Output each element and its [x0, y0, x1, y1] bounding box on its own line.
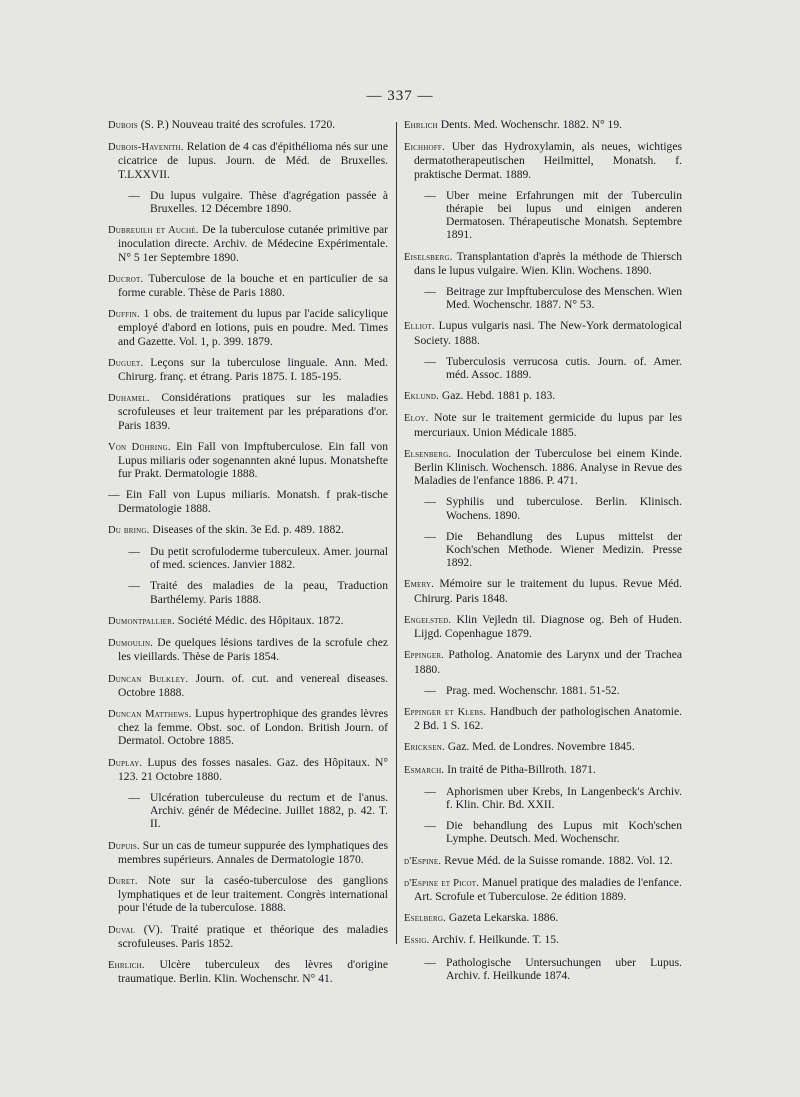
entry-text: Journ. of. cut. and venereal diseases. Octobre 1888.	[118, 671, 388, 699]
entry-author: Eklund.	[404, 391, 439, 403]
bibliography-entry	[404, 140, 682, 181]
entry-text: Diseases of the skin. 3e Ed. p. 489. 1882.	[149, 522, 344, 536]
entry-text: Inoculation der Tuberculose bei einem Kinde. Berlin Klinisch. Wochensch. 1886. Analyse in Revue des Maladies de l'enfance 1886. P. 471.	[414, 446, 682, 488]
entry-text: Handbuch der pathologischen Anatomie. 2 Bd. 1 S. 162.	[414, 704, 683, 733]
entry-text: Note sur la caséo-tuberculose des ganglions lymphatiques et de leur traitement. Congrès international pour l'étude de la tuberculose. 1888.	[118, 873, 388, 915]
entry-author: Von Dühring.	[108, 441, 171, 453]
bibliography-entry	[108, 672, 388, 699]
bibliography-entry	[404, 648, 682, 675]
bibliography-entry-continuation	[108, 189, 388, 215]
entry-text: De quelques lésions tardives de la scrofule chez les vieillards. Thèse de Paris 1854.	[118, 636, 388, 664]
bibliography-entry	[108, 839, 388, 866]
ditto-dash: —	[128, 545, 140, 559]
entry-text: — Ein Fall von Lupus miliaris. Monatsh. f prak-tische Dermatologie 1888.	[108, 488, 388, 515]
bibliography-entry	[404, 577, 682, 604]
entry-text: Die Behandlung des Lupus mittelst der Koch'schen Methode. Wiener Medizin. Presse 1892.	[446, 529, 682, 570]
entry-text: Société Médic. des Hôpitaux. 1872.	[174, 613, 344, 627]
bibliography-entry	[404, 740, 682, 754]
entry-author: Duncan Matthews.	[108, 708, 192, 720]
entry-text: Die behandlung des Lupus mit Koch'schen Lymphe. Deutsch. Med. Wochenschr.	[446, 819, 682, 846]
bibliography-entry	[404, 319, 682, 346]
bibliography-entry	[404, 933, 682, 947]
entry-text: Archiv. f. Heilkunde. T. 15.	[429, 933, 559, 947]
bibliography-entry-continuation	[108, 545, 388, 571]
ditto-dash: —	[128, 579, 140, 593]
bibliography-entry-continuation	[404, 189, 682, 242]
bibliography-entry-continuation	[404, 684, 682, 697]
bibliography-entry	[404, 411, 682, 438]
entry-text: 1 obs. de traitement du lupus par l'acide salicylique employé d'abord en lotions, puis en poudre. Med. Times and Gazette. Vol. 1, p. 399. 1879.	[118, 307, 388, 348]
bibliography-entry-continuation	[108, 791, 388, 831]
bibliography-entry-continuation	[404, 495, 682, 521]
entry-author: Essig.	[404, 935, 430, 947]
entry-author: Eloy.	[404, 413, 429, 425]
bibliography-entry-continuation	[404, 785, 682, 811]
entry-text: Prag. med. Wochenschr. 1881. 51-52.	[446, 683, 620, 697]
entry-author: Du bring.	[108, 524, 150, 536]
entry-text: Aphorismen uber Krebs, In Langenbeck's Archiv. f. Klin. Chir. Bd. XXII.	[446, 784, 682, 811]
entry-author: Duval	[108, 924, 136, 936]
entry-author: Eiselsberg.	[404, 251, 453, 263]
entry-author: Eppinger et Klebs.	[404, 706, 487, 718]
bibliography-entry	[404, 389, 682, 403]
entry-text: Transplantation d'après la méthode de Thiersch dans le lupus vulgaire. Wien. Klin. Wochens. 1890.	[414, 249, 682, 277]
entry-author: Dubois	[108, 120, 138, 131]
entry-text: Ulcère tuberculeux des lèvres d'origine traumatique. Berlin. Klin. Wochenschr. N° 41.	[118, 957, 388, 986]
bibliography-entry-continuation	[404, 530, 682, 570]
bibliography-entry	[108, 614, 388, 628]
entry-text: Tuberculose de la bouche et en particulier de sa forme curable. Thèse de Paris 1880.	[118, 271, 388, 300]
entry-text: Lupus vulgaris nasi. The New-York dermatological Society. 1888.	[414, 319, 682, 347]
bibliography-entry	[404, 613, 682, 640]
entry-text: Considérations pratiques sur les maladies scrofuleuses et leur traitement par les préparations d'or. Paris 1839.	[118, 391, 388, 432]
entry-text: Pathologische Untersuchungen uber Lupus. Archiv. f. Heilkunde 1874.	[446, 955, 682, 982]
entry-author: Esmarch.	[404, 764, 445, 776]
entry-text: (V). Traité pratique et théorique des maladies scrofuleuses. Paris 1852.	[118, 922, 388, 950]
bibliography-entry	[108, 223, 388, 264]
entry-author: Eichhoff.	[404, 142, 445, 154]
bibliography-entry	[404, 763, 682, 777]
bibliography-entry-continuation	[404, 355, 682, 381]
entry-text: Dents. Med. Wochenschr. 1882. N° 19.	[437, 118, 623, 131]
entry-text: Manuel pratique des maladies de l'enfance. Art. Scrofule et Tuberculose. 2e édition 1889.	[414, 875, 682, 903]
entry-text: Leçons sur la tuberculose linguale. Ann. Med. Chirurg. franç. et étrang. Paris 1875. I. 185-195.	[118, 355, 388, 384]
bibliography-entry	[404, 854, 682, 868]
entry-text: Ein Fall von Impftuberculose. Ein fall von Lupus miliaris oder sogenannten akné lupus. Monatshefte fur Prakt. Dermatologie 1888.	[118, 439, 388, 481]
bibliography-entry	[404, 250, 682, 277]
entry-text: Ulcération tuberculeuse du rectum et de l'anus. Archiv. génér de Médecine. Juillet 1882, p. 42. T. II.	[150, 790, 388, 831]
ditto-dash: —	[424, 683, 436, 697]
bibliography-entry	[108, 923, 388, 950]
entry-text: Syphilis und tuberculose. Berlin. Klinisch. Wochens. 1890.	[446, 495, 682, 522]
page-number: — 337 —	[366, 88, 434, 104]
ditto-dash: —	[424, 955, 436, 969]
entry-text: Note sur le traitement germicide du lupus par les mercuriaux. Union Médicale 1885.	[414, 411, 682, 439]
entry-author: Dumoulin.	[108, 638, 154, 650]
right-column	[404, 118, 682, 990]
entry-text: Sur un cas de tumeur suppurée des lymphatiques des membres supérieurs. Annales de Dermatologie 1870.	[118, 838, 388, 866]
entry-author: Ehrlich.	[108, 959, 145, 971]
entry-author: Ducrot.	[108, 273, 144, 285]
ditto-dash: —	[128, 790, 140, 804]
entry-text: Klin Vejledn til. Diagnose og. Beh of Huden. Lijgd. Copenhague 1879.	[414, 612, 682, 641]
entry-author: Dumontpallier.	[108, 615, 175, 627]
entry-author: Eppinger.	[404, 650, 445, 662]
bibliography-entry	[108, 707, 388, 748]
entry-text: Revue Méd. de la Suisse romande. 1882. Vol. 12.	[441, 853, 673, 867]
bibliography-entry	[108, 488, 388, 514]
bibliography-entry	[108, 440, 388, 481]
ditto-dash: —	[424, 784, 436, 798]
bibliography-entry	[108, 523, 388, 537]
bibliography-entry	[108, 958, 388, 985]
entry-text: Gazeta Lekarska. 1886.	[445, 911, 559, 925]
entry-author: Duplay.	[108, 757, 143, 769]
entry-text: Tuberculosis verrucosa cutis. Journ. of. Amer. méd. Assoc. 1889.	[446, 354, 682, 382]
ditto-dash: —	[424, 285, 436, 299]
ditto-dash: —	[424, 495, 436, 509]
entry-author: Duncan Bulkley.	[108, 673, 189, 685]
entry-author: Elsenberg.	[404, 448, 452, 460]
entry-author: Dubois-Havenith.	[108, 142, 184, 154]
bibliography-entry	[404, 447, 682, 488]
entry-text: Lupus des fosses nasales. Gaz. des Hôpitaux. N° 123. 21 Octobre 1880.	[118, 755, 388, 783]
ditto-dash: —	[424, 529, 436, 543]
bibliography-entry	[108, 356, 388, 383]
bibliography-entry	[108, 874, 388, 915]
bibliography-entry	[404, 118, 682, 132]
bibliography-entry	[108, 272, 388, 299]
bibliography-entry	[108, 391, 388, 432]
entry-author: Elliot.	[404, 321, 435, 333]
entry-text: Uber meine Erfahrungen mit der Tuberculin thérapie bei lupus und einigen anderen Dermatosen. Thérapeutische Monatsh. Septembre 1891.	[446, 188, 682, 242]
entry-text: Relation de 4 cas d'épithélioma nés sur une cicatrice de lupus. Journ. de Méd. de Bruxelles. T.LXXVII.	[118, 140, 388, 181]
entry-text: De la tuberculose cutanée primitive par inoculation directe. Archiv. de Médecine Expérimentale. N° 5 1er Septembre 1890.	[118, 223, 388, 264]
bibliography-entry-continuation	[404, 285, 682, 311]
entry-text: Gaz. Hebd. 1881 p. 183.	[438, 389, 556, 403]
entry-text: Beitrage zur Impftuberculose des Menschen. Wien Med. Wochenschr. 1887. N° 53.	[446, 285, 682, 312]
ditto-dash: —	[424, 354, 436, 368]
entry-text: Traité des maladies de la peau, Traduction Barthélemy. Paris 1888.	[150, 579, 388, 606]
entry-author: Duguet.	[108, 357, 144, 369]
entry-text: Du lupus vulgaire. Thèse d'agrégation passée à Bruxelles. 12 Décembre 1890.	[150, 188, 388, 216]
bibliography-entry	[108, 118, 388, 132]
entry-text: Mémoire sur le traitement du lupus. Revue Méd. Chirurg. Paris 1848.	[414, 577, 682, 605]
entry-text: (S. P.) Nouveau traité des scrofules. 1720.	[137, 118, 336, 131]
entry-author: Emery.	[404, 579, 435, 591]
entry-author: d'Espine.	[404, 855, 442, 867]
bibliography-entry	[404, 876, 682, 903]
entry-text: Gaz. Med. de Londres. Novembre 1845.	[444, 740, 635, 754]
entry-author: Duffin.	[108, 309, 140, 321]
bibliography-entry	[108, 756, 388, 783]
bibliography-entry-continuation	[404, 956, 682, 982]
ditto-dash: —	[424, 188, 436, 202]
bibliography-entry	[108, 636, 388, 663]
entry-author: Duhamel.	[108, 393, 150, 405]
entry-author: Duret.	[108, 875, 138, 887]
left-column	[108, 118, 388, 993]
bibliography-entry	[108, 140, 388, 181]
entry-author: Eselberg.	[404, 913, 446, 925]
ditto-dash: —	[424, 819, 436, 833]
entry-author: Ehrlich	[404, 120, 438, 131]
entry-author: d'Espine et Picot.	[404, 877, 480, 889]
bibliography-entry	[404, 911, 682, 925]
entry-text: Du petit scrofuloderme tuberculeux. Amer. journal of med. sciences. Janvier 1882.	[150, 545, 388, 572]
entry-author: Ericksen.	[404, 742, 445, 754]
entry-author: Dupuis.	[108, 840, 140, 852]
bibliography-entry-continuation	[108, 579, 388, 605]
entry-author: Engelsted.	[404, 614, 452, 626]
bibliography-entry	[404, 705, 682, 732]
entry-text: Uber das Hydroxylamin, als neues, wichtiges dermatotherapeutischen Heilmittel, Monatsh. f. praktische Dermat. 1889.	[414, 140, 682, 181]
entry-author: Dubreuilh et Auché.	[108, 225, 199, 237]
bibliography-entry	[108, 307, 388, 348]
ditto-dash: —	[128, 188, 140, 202]
bibliography-entry-continuation	[404, 819, 682, 845]
entry-text: Lupus hypertrophique des grandes lèvres chez la femme. Obst. soc. of London. British Journ. of Dermatol. Octobre 1885.	[118, 706, 389, 748]
entry-text: In traité de Pitha-Billroth. 1871.	[444, 762, 596, 776]
column-divider	[396, 122, 397, 944]
entry-text: Patholog. Anatomie des Larynx und der Trachea 1880.	[414, 648, 682, 676]
